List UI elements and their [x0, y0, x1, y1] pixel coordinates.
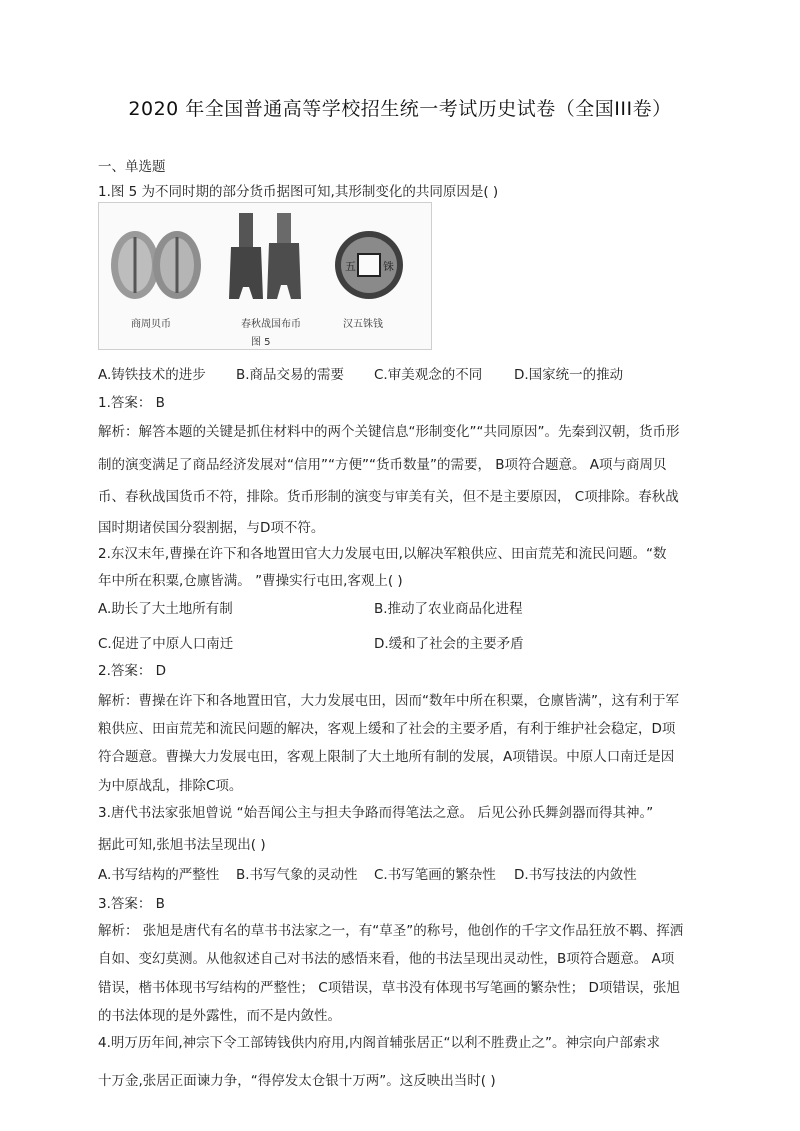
q3-option-d: D.书写技法的内敛性 [514, 867, 637, 883]
currency-figure [98, 202, 432, 350]
q4-stem-line: 4.明万历年间,神宗下令工部铸钱供内府用,内阁首辅张居正“以利不胜费止之”。神宗向户部索求 [98, 1035, 660, 1051]
q1-option-c: C.审美观念的不同 [374, 367, 483, 383]
q2-analysis-line: 符合题意。曹操大力发展屯田，客观上限制了大土地所有制的发展，A项错误。中原人口南迁是因 [98, 749, 675, 765]
shell-coin-icon [111, 231, 201, 299]
caption-wuzhu-coin: 汉五铢钱 [343, 319, 383, 330]
page-title: 2020 年全国普通高等学校招生统一考试历史试卷（全国III卷） [128, 98, 672, 120]
figure-label: 图 5 [251, 337, 271, 348]
q1-option-b: B.商品交易的需要 [236, 367, 345, 383]
q3-option-c: C.书写笔画的繁杂性 [374, 867, 496, 883]
caption-shell-coin: 商周贝币 [131, 319, 171, 330]
q4-stem-line: 十万金,张居正面谏力争，“得停发太仓银十万两”。这反映出当时( ) [98, 1073, 496, 1089]
q3-analysis-line: 解析： 张旭是唐代有名的草书书法家之一，有“草圣”的称号，他创作的千字文作品狂放不羁、挥洒 [98, 923, 684, 939]
svg-text:铢: 铢 [383, 260, 394, 273]
q3-answer: 3.答案： B [98, 896, 165, 912]
q1-analysis-line: 国时期诸侯国分裂割据，与D项不符。 [98, 520, 325, 536]
q3-analysis-line: 的书法体现的是外露性，而不是内敛性。 [98, 1008, 341, 1024]
q2-analysis-line: 为中原战乱，排除C项。 [98, 778, 243, 794]
q1-answer: 1.答案： B [98, 395, 165, 411]
q2-option-b: B.推动了农业商品化进程 [374, 601, 523, 617]
q2-option-d: D.缓和了社会的主要矛盾 [374, 636, 524, 652]
q1-option-a: A.铸铁技术的进步 [98, 367, 206, 383]
q1-analysis-line: 解析：解答本题的关键是抓住材料中的两个关键信息“形制变化”“共同原因”。先秦到汉朝，货币形 [98, 424, 680, 440]
wuzhu-coin-icon [335, 231, 403, 299]
q3-analysis-line: 错误，楷书体现书写结构的严整性； C项错误，草书没有体现书写笔画的繁杂性； D项错误，张旭 [98, 980, 680, 996]
section-heading: 一、单选题 [98, 159, 166, 175]
q3-stem-line: 据此可知,张旭书法呈现出( ) [98, 837, 266, 853]
q2-option-c: C.促进了中原人口南迁 [98, 636, 234, 652]
q1-stem: 1.图 5 为不同时期的部分货币据图可知,其形制变化的共同原因是( ) [98, 184, 499, 200]
q2-analysis-line: 解析：曹操在许下和各地置田官，大力发展屯田，因而“数年中所在积粟，仓廪皆满”，这有利于军 [98, 693, 679, 709]
q2-stem-line: 2.东汉末年,曹操在许下和各地置田官大力发展屯田,以解决军粮供应、田亩荒芜和流民问题。“数 [98, 546, 667, 562]
q2-analysis-line: 粮供应、田亩荒芜和流民问题的解决，客观上缓和了社会的主要矛盾，有利于维护社会稳定，D项 [98, 721, 676, 737]
q3-option-a: A.书写结构的严整性 [98, 867, 220, 883]
svg-text:五: 五 [345, 260, 356, 273]
q2-stem-line: 年中所在积粟,仓廪皆满。 ”曹操实行屯田,客观上( ) [98, 573, 403, 589]
q3-option-b: B.书写气象的灵动性 [236, 867, 358, 883]
q2-option-a: A.助长了大土地所有制 [98, 601, 233, 617]
q1-option-d: D.国家统一的推动 [514, 367, 624, 383]
q2-answer: 2.答案： D [98, 663, 167, 679]
q3-stem-line: 3.唐代书法家张旭曾说 “始吾闻公主与担夫争路而得笔法之意。 后见公孙氏舞剑器而得其神。” [98, 805, 654, 821]
spade-coin-icon [229, 213, 301, 299]
q1-analysis-line: 币、春秋战国货币不符，排除。货币形制的演变与审美有关，但不是主要原因， C项排除。春秋战 [98, 489, 679, 505]
q1-analysis-line: 制的演变满足了商品经济发展对“信用”“方便”“货币数量”的需要， B项符合题意。 A项与商周贝 [98, 457, 667, 473]
caption-spade-coin: 春秋战国布币 [241, 319, 301, 330]
q3-analysis-line: 自如、变幻莫测。从他叙述自己对书法的感悟来看，他的书法呈现出灵动性，B项符合题意。 A项 [98, 951, 675, 967]
